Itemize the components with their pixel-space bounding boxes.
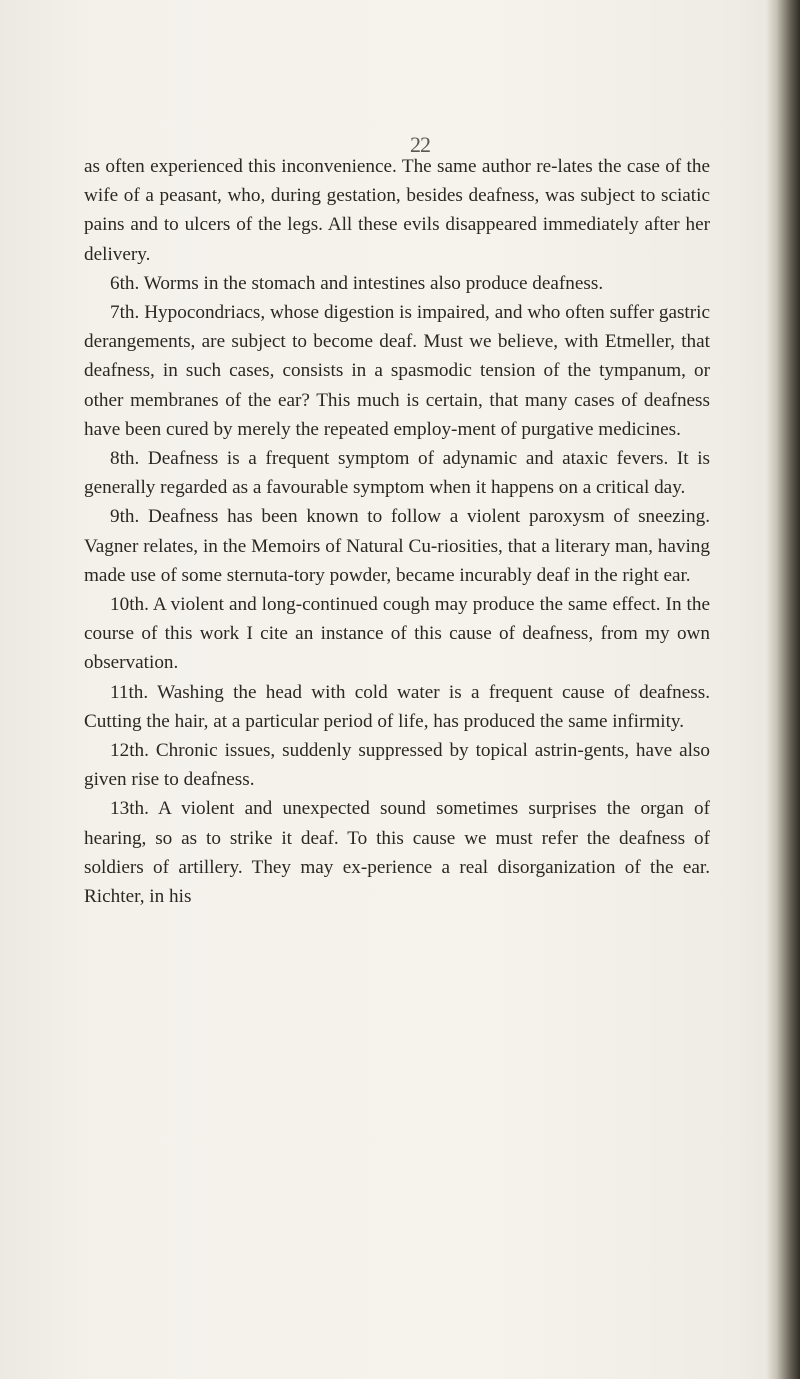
paragraph-9th: 9th. Deafness has been known to follow a violent paroxysm of sneezing. Vagner relates, in the Memoirs of Natural Cu-riosities, that a literary man, having made use of some sternuta-tory powder, became incurably deaf in the right ear. xyxy=(84,506,710,586)
paragraph-10th: 10th. A violent and long-continued cough may produce the same effect. In the course of this work I cite an instance of this cause of deafness, from my own observation. xyxy=(84,594,710,674)
paragraph-6th: 6th. Worms in the stomach and intestines also produce deafness. xyxy=(110,272,604,294)
page-edge-shadow xyxy=(766,0,800,1379)
paragraph-7th: 7th. Hypocondriacs, whose digestion is impaired, and who often suffer gastric derangements, are subject to become deaf. Must we believe, with Etmeller, that deafness, in such cases, consists in a spasmodic tension of the tympanum, or other membranes of the ear? This much is certain, that many cases of deafness have been cured by merely the repeated employ-ment of purgative medicines. xyxy=(84,302,710,440)
paragraph-12th: 12th. Chronic issues, suddenly suppressed by topical astrin-gents, have also given rise to deafness. xyxy=(84,740,710,791)
page-number: 22 xyxy=(410,132,430,157)
paragraph-8th: 8th. Deafness is a frequent symptom of adynamic and ataxic fevers. It is generally regarded as a favourable symptom when it happens on a critical day. xyxy=(84,448,710,499)
paragraph-13th: 13th. A violent and unexpected sound sometimes surprises the organ of hearing, so as to strike it deaf. To this cause we must refer the deafness of soldiers of artillery. They may ex-perience a real disorganization of the ear. Richter, in his xyxy=(84,798,710,908)
body-text xyxy=(84,152,710,911)
paragraph-11th: 11th. Washing the head with cold water is a frequent cause of deafness. Cutting the hair, at a particular period of life, has produced the same infirmity. xyxy=(84,681,710,732)
paragraph-continuation: as often experienced this inconvenience. The same author re-lates the case of the wife of a peasant, who, during gestation, besides deafness, was subject to sciatic pains and to ulcers of the legs. All these evils disappeared immediately after her delivery. xyxy=(84,156,710,265)
